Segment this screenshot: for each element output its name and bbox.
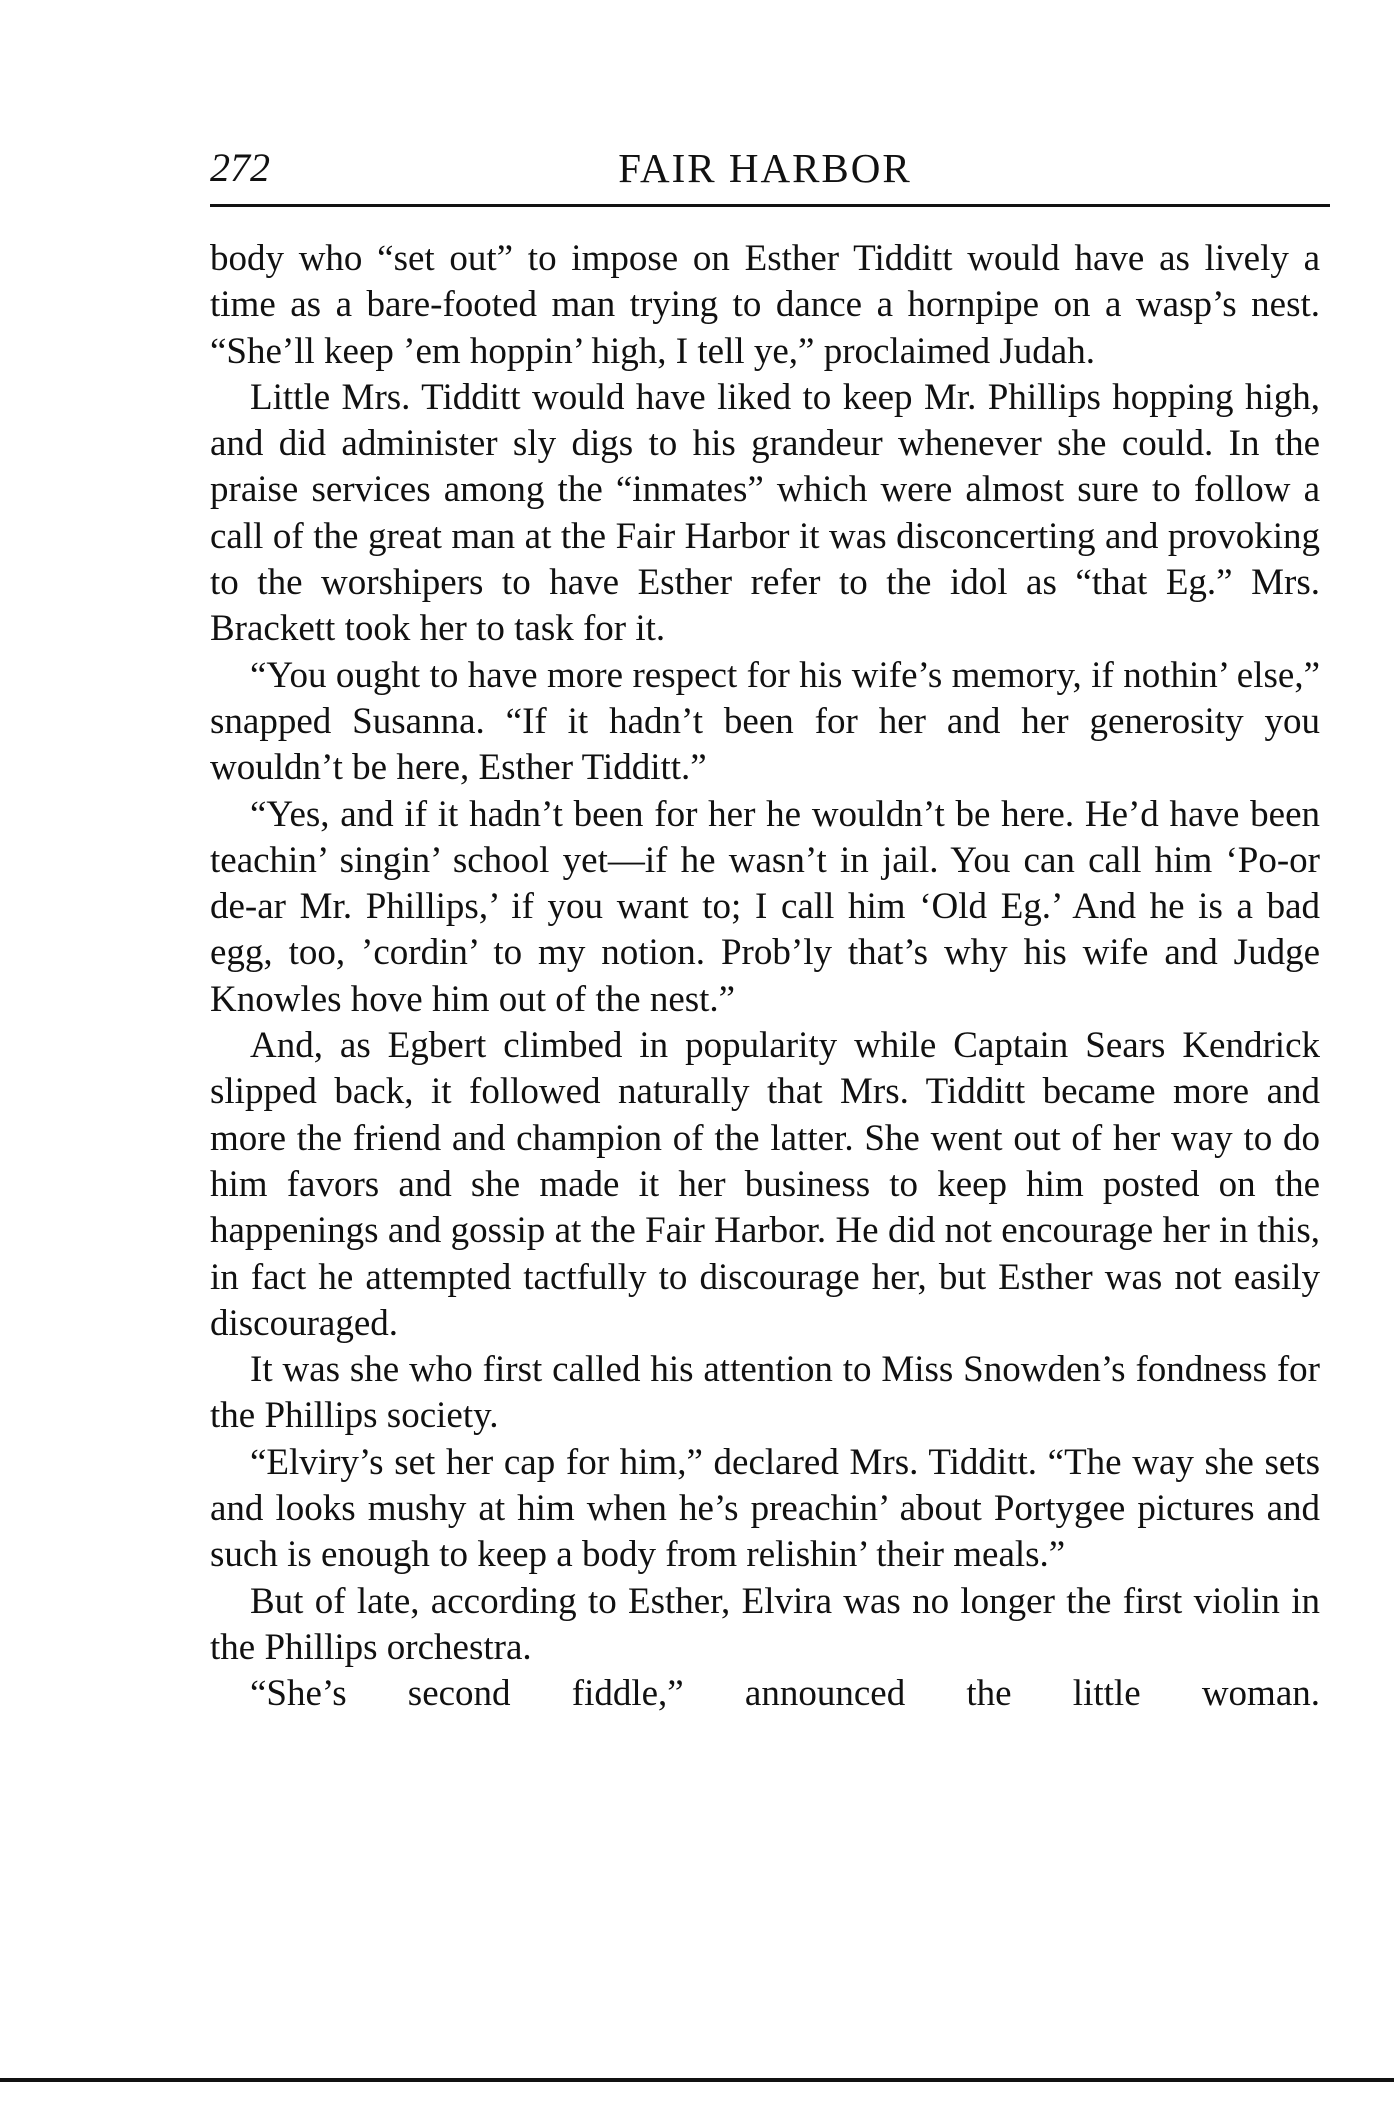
paragraph: But of late, according to Esther, Elvira was no longer the first violin in the Phillips orchestra. [210,1580,1320,1668]
page-number: 272 [210,145,270,190]
paragraph: “You ought to have more respect for his wife’s memory, if nothin’ else,” snapped Susanna. “If it hadn’t been for her and her generosity you wouldn’t be here, Esther Tidditt.” [210,654,1320,789]
paragraph: “Yes, and if it hadn’t been for her he wouldn’t be here. He’d have been teachin’ singin’ school yet—if he wasn’t in jail. You can call him ‘Po-or de-ar Mr. Phillips,’ if you want to; I call him ‘Old Eg.’ And he is a bad egg, too, ’cordin’ to my notion. Prob’ly that’s why his wife and Judge Knowles hove him out of the nest.” [210,793,1320,1020]
book-title: FAIR HARBOR [618,145,912,191]
paragraph: Little Mrs. Tidditt would have liked to keep Mr. Phillips hopping high, and did administer sly digs to his grandeur whenever she could. In the praise services among the “inmates” which were almost sure to follow a call of the great man at the Fair Harbor it was disconcerting and provoking to the worshipers to have Esther refer to the idol as “that Eg.” Mrs. Brackett took her to task for it. [210,376,1320,650]
paragraph: It was she who first called his attention to Miss Snowden’s fondness for the Phillips society. [210,1349,1320,1437]
paragraph: And, as Egbert climbed in popularity while Captain Sears Kendrick slipped back, it followed naturally that Mrs. Tidditt became more and more the friend and champion of the latter. She went out of her way to do him favors and she made it her business to keep him posted on the happenings and gossip at the Fair Harbor. He did not encourage her in this, in fact he attempted tactfully to discourage her, but Esther was not easily discouraged. [210,1025,1320,1344]
paragraph: “Elviry’s set her cap for him,” declared Mrs. Tidditt. “The way she sets and looks mushy at him when he’s preachin’ about Portygee pictures and such is enough to keep a body from relishin’ their meals.” [210,1441,1320,1576]
header-rule [210,204,1330,207]
running-head [210,140,1320,196]
bottom-rule [0,2078,1394,2082]
body-text [210,236,1320,1718]
paragraph: body who “set out” to impose on Esther Tidditt would have as lively a time as a bare-footed man trying to dance a hornpipe on a wasp’s nest. “She’ll keep ’em hoppin’ high, I tell ye,” proclaimed Judah. [210,238,1320,372]
paragraph: “She’s second fiddle,” announced the little woman. [250,1673,1320,1715]
